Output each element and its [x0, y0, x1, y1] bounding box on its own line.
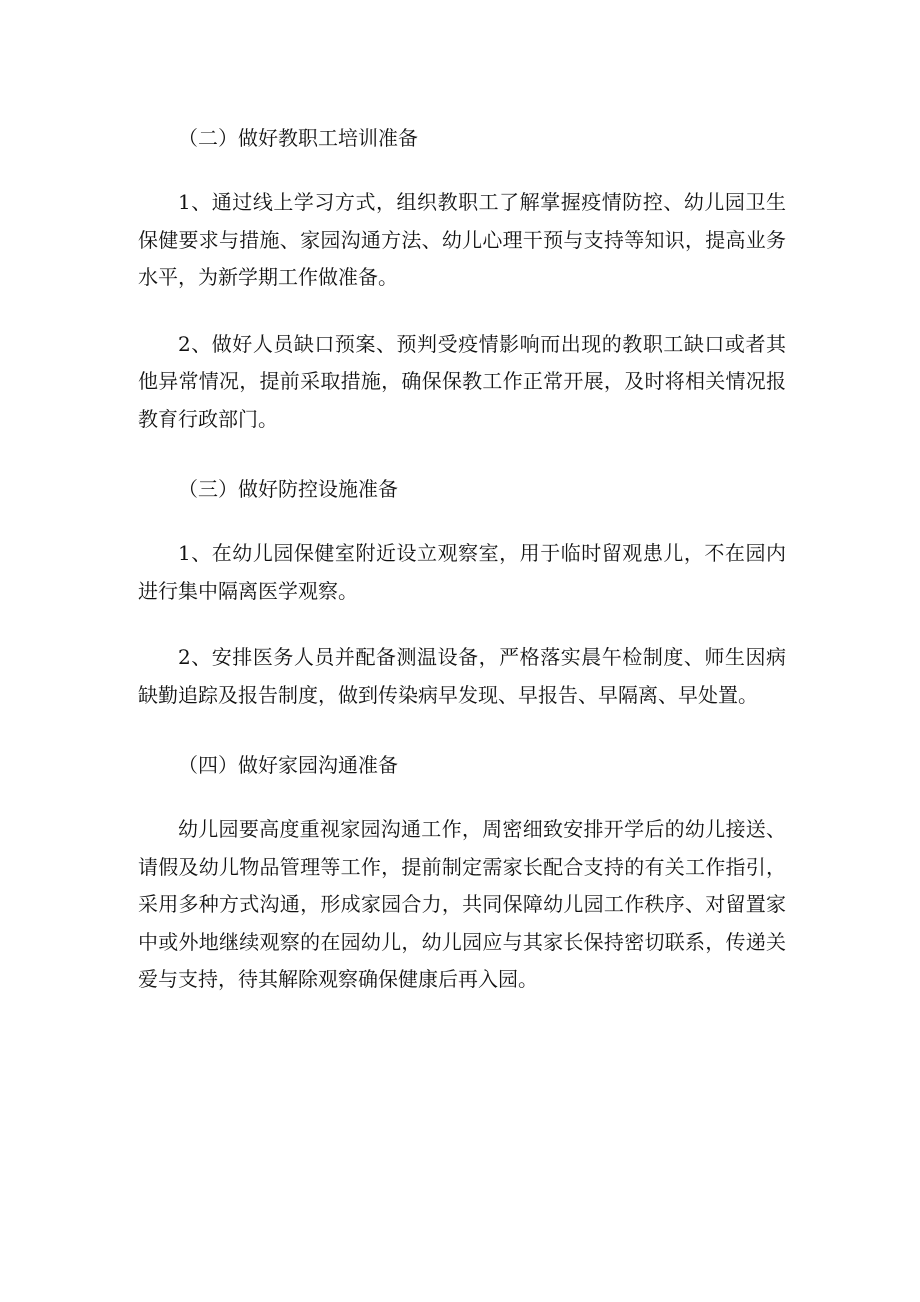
paragraph: 幼儿园要高度重视家园沟通工作，周密细致安排开学后的幼儿接送、请假及幼儿物品管理等工作，提前制定需家长配合支持的有关工作指引，采用多种方式沟通，形成家园合力，共同保障幼儿园工作秩序、对留置家中或外地继续观察的在园幼儿，幼儿园应与其家长保持密切联系，传递关爱与支持，待其解除观察确保健康后再入园。: [138, 817, 786, 991]
document-body: [138, 116, 786, 999]
paragraph: 1、通过线上学习方式，组织教职工了解掌握疫情防控、幼儿园卫生保健要求与措施、家园沟通方法、幼儿心理干预与支持等知识，提高业务水平，为新学期工作做准备。: [138, 190, 786, 289]
section-prevention-facilities: [138, 467, 786, 743]
section-teacher-training: [138, 116, 786, 467]
section-heading: （三）做好防控设施准备: [178, 477, 398, 501]
paragraph: 2、安排医务人员并配备测温设备，严格落实晨午检制度、师生因病缺勤追踪及报告制度，做到传染病早发现、早报告、早隔离、早处置。: [138, 645, 786, 707]
section-heading: （四）做好家园沟通准备: [178, 753, 398, 777]
section-heading: （二）做好教职工培训准备: [178, 126, 418, 150]
paragraph: 2、做好人员缺口预案、预判受疫情影响而出现的教职工缺口或者其他异常情况，提前采取措施，确保保教工作正常开展，及时将相关情况报教育行政部门。: [138, 331, 786, 431]
paragraph: 1、在幼儿园保健室附近设立观察室，用于临时留观患儿，不在园内进行集中隔离医学观察。: [138, 541, 786, 603]
section-home-school-communication: [138, 743, 786, 999]
